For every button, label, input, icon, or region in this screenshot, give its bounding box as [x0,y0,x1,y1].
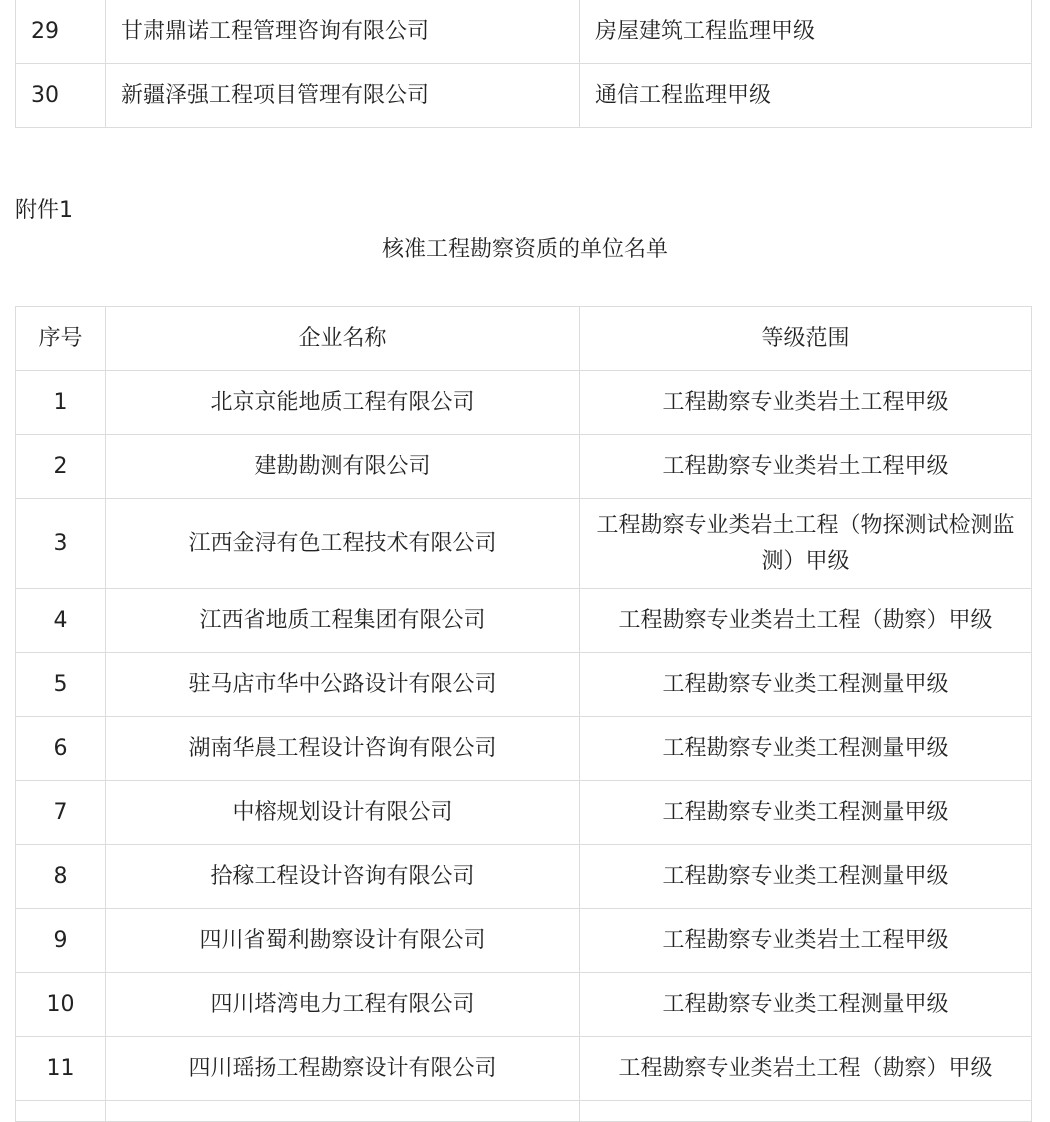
row-number: 9 [16,909,106,973]
company-name: 驻马店市华中公路设计有限公司 [106,653,580,717]
company-name: 四川塔湾电力工程有限公司 [106,973,580,1037]
company-name: 建勘勘测有限公司 [106,435,580,499]
company-name: 北京京能地质工程有限公司 [106,371,580,435]
header-grade: 等级范围 [580,307,1032,371]
row-number: 7 [16,781,106,845]
qualification-grade: 工程勘察专业类工程测量甲级 [580,653,1032,717]
table-row [16,781,1032,845]
row-number: 1 [16,371,106,435]
table-row-partial [16,1101,1032,1122]
company-name: 新疆泽强工程项目管理有限公司 [106,64,580,128]
table-header-row [16,307,1032,371]
table-row [16,845,1032,909]
row-number: 30 [16,64,106,128]
company-name: 四川瑶扬工程勘察设计有限公司 [106,1037,580,1101]
table-row [16,653,1032,717]
table-row [16,973,1032,1037]
qualification-grade: 工程勘察专业类岩土工程（勘察）甲级 [580,1037,1032,1101]
qualification-grade: 工程勘察专业类工程测量甲级 [580,717,1032,781]
qualification-grade: 工程勘察专业类岩土工程（物探测试检测监测）甲级 [580,499,1032,589]
qualification-grade: 工程勘察专业类工程测量甲级 [580,781,1032,845]
company-name: 湖南华晨工程设计咨询有限公司 [106,717,580,781]
row-number: 2 [16,435,106,499]
company-name: 四川省蜀利勘察设计有限公司 [106,909,580,973]
attachment-label: 附件1 [15,198,73,223]
list-title: 核准工程勘察资质的单位名单 [381,237,668,262]
table-row [16,499,1032,589]
qualification-grade: 工程勘察专业类岩土工程（勘察）甲级 [580,589,1032,653]
company-name: 中榕规划设计有限公司 [106,781,580,845]
qualification-grade-empty [580,1101,1032,1122]
row-number: 5 [16,653,106,717]
company-name: 江西金浔有色工程技术有限公司 [106,499,580,589]
company-name: 拾稼工程设计咨询有限公司 [106,845,580,909]
row-number: 8 [16,845,106,909]
company-name: 江西省地质工程集团有限公司 [106,589,580,653]
company-name-empty [106,1101,580,1122]
row-number: 29 [16,0,106,64]
row-number: 4 [16,589,106,653]
prev-table-tail [15,0,1032,128]
table-row [16,589,1032,653]
qualification-grade: 工程勘察专业类工程测量甲级 [580,845,1032,909]
table-row [16,64,1032,128]
qualification-grade: 工程勘察专业类岩土工程甲级 [580,435,1032,499]
qualification-grade: 房屋建筑工程监理甲级 [580,0,1032,64]
row-number: 10 [16,973,106,1037]
header-company: 企业名称 [106,307,580,371]
qualification-grade: 工程勘察专业类岩土工程甲级 [580,371,1032,435]
table-row [16,909,1032,973]
table-row [16,0,1032,64]
company-name: 甘肃鼎诺工程管理咨询有限公司 [106,0,580,64]
qualification-grade: 工程勘察专业类工程测量甲级 [580,973,1032,1037]
table-row [16,717,1032,781]
table-row [16,371,1032,435]
header-number: 序号 [16,307,106,371]
table-row [16,435,1032,499]
survey-qualification-table [15,306,1032,1122]
qualification-grade: 工程勘察专业类岩土工程甲级 [580,909,1032,973]
qualification-grade: 通信工程监理甲级 [580,64,1032,128]
row-number: 3 [16,499,106,589]
table-row [16,1037,1032,1101]
row-number: 11 [16,1037,106,1101]
row-number-empty [16,1101,106,1122]
row-number: 6 [16,717,106,781]
